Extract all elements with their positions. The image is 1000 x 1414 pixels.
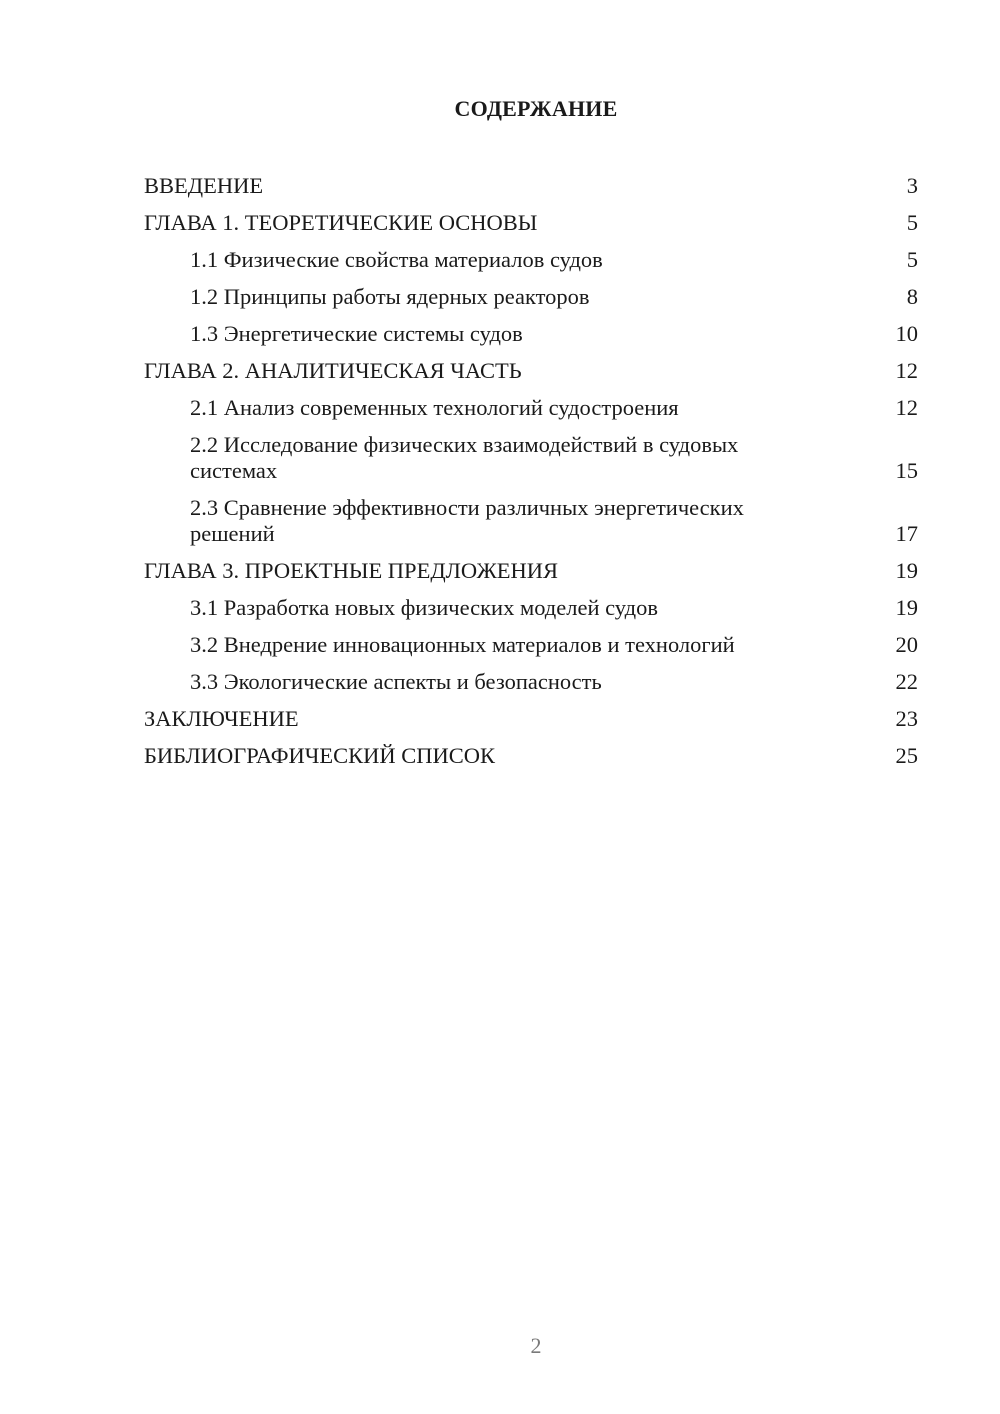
toc-entry-label: 2.2 Исследование физических взаимодействий в судовых системах: [190, 432, 739, 483]
toc-entry-label: ГЛАВА 2. АНАЛИТИЧЕСКАЯ ЧАСТЬ: [144, 358, 522, 383]
toc-entry-page: 12: [895, 358, 918, 383]
toc-subentry: [144, 242, 918, 279]
toc-entry-label: БИБЛИОГРАФИЧЕСКИЙ СПИСОК: [144, 743, 496, 768]
page-title: СОДЕРЖАНИЕ: [454, 96, 618, 121]
toc-entry-label: 1.2 Принципы работы ядерных реакторов: [190, 284, 590, 309]
toc-entry-label: 2.3 Сравнение эффективности различных энергетических решений: [190, 495, 744, 546]
toc-entry-label: ВВЕДЕНИЕ: [144, 173, 264, 198]
toc-entry-page: 5: [906, 210, 918, 235]
table-of-contents: [144, 168, 918, 775]
toc-entry: [144, 701, 918, 738]
page-number: 2: [530, 1333, 542, 1358]
toc-entry-label: 1.1 Физические свойства материалов судов: [190, 247, 603, 272]
toc-entry-page: 17: [895, 521, 918, 546]
toc-entry-page: 22: [895, 669, 918, 694]
toc-entry-label: 2.1 Анализ современных технологий судостроения: [190, 395, 679, 420]
toc-entry-page: 19: [895, 595, 918, 620]
toc-entry-page: 8: [906, 284, 918, 309]
toc-entry: [144, 738, 918, 775]
toc-entry-label: 3.2 Внедрение инновационных материалов и технологий: [190, 632, 735, 657]
toc-subentry: [144, 316, 918, 353]
toc-entry-page: 25: [895, 743, 918, 768]
toc-entry-page: 20: [895, 632, 918, 657]
toc-entry-page: 23: [895, 706, 918, 731]
toc-subentry: [144, 490, 918, 553]
toc-subentry: [144, 664, 918, 701]
toc-subentry: [144, 279, 918, 316]
toc-entry-label: 1.3 Энергетические системы судов: [190, 321, 523, 346]
toc-entry-label: ГЛАВА 1. ТЕОРЕТИЧЕСКИЕ ОСНОВЫ: [144, 210, 538, 235]
toc-entry-label: 3.1 Разработка новых физических моделей судов: [190, 595, 658, 620]
toc-entry-page: 12: [895, 395, 918, 420]
toc-entry-page: 15: [895, 458, 918, 483]
toc-subentry: [144, 590, 918, 627]
toc-entry-page: 3: [906, 173, 918, 198]
toc-subentry: [144, 627, 918, 664]
toc-entry-page: 10: [895, 321, 918, 346]
toc-subentry: [144, 390, 918, 427]
toc-entry: [144, 168, 918, 205]
toc-entry-label: ГЛАВА 3. ПРОЕКТНЫЕ ПРЕДЛОЖЕНИЯ: [144, 558, 559, 583]
toc-entry: [144, 205, 918, 242]
toc-entry: [144, 553, 918, 590]
toc-subentry: [144, 427, 918, 490]
toc-entry-page: 5: [906, 247, 918, 272]
toc-entry: [144, 353, 918, 390]
toc-entry-page: 19: [895, 558, 918, 583]
toc-entry-label: ЗАКЛЮЧЕНИЕ: [144, 706, 299, 731]
toc-entry-label: 3.3 Экологические аспекты и безопасность: [190, 669, 602, 694]
